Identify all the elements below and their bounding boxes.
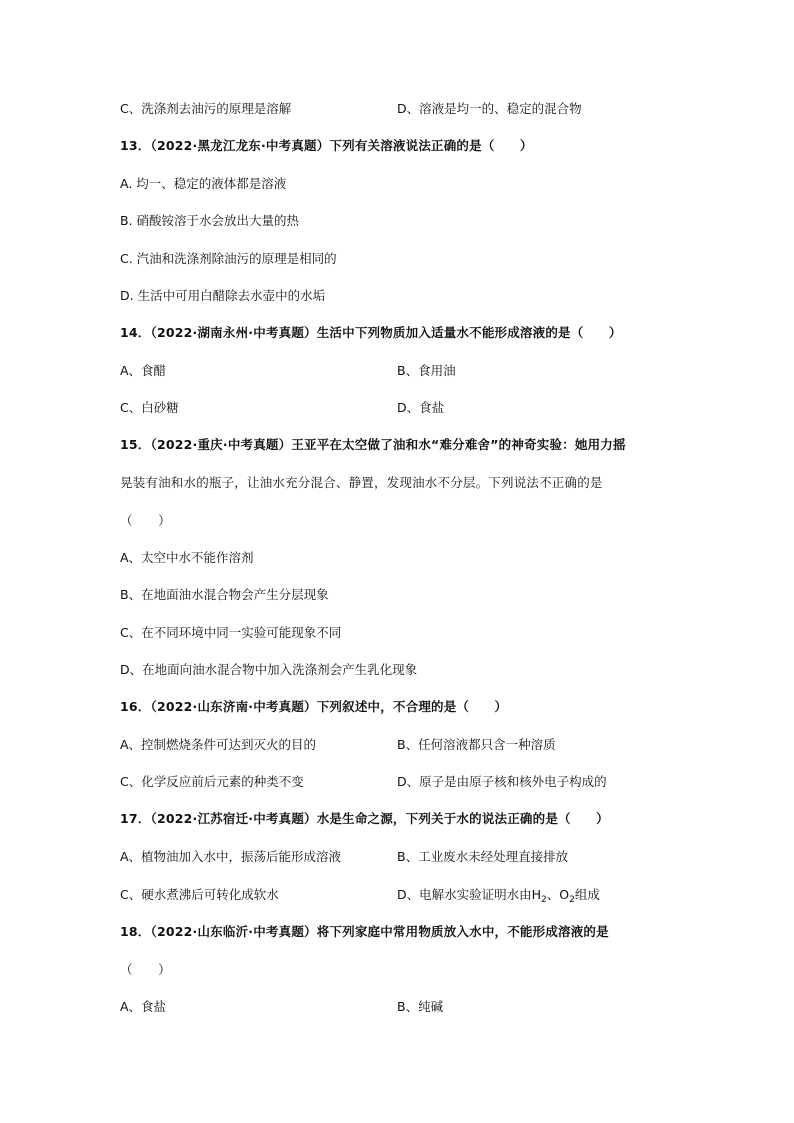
q15-option-b: B、在地面油水混合物会产生分层现象 [120, 587, 329, 602]
q12-option-c: C、洗涤剂去油污的原理是溶解 [120, 101, 292, 116]
q18-option-a: A、食盐 [120, 999, 167, 1014]
q13-option-a: A. 均一、稳定的液体都是溶液 [120, 176, 287, 191]
q14-option-c: C、白砂糖 [120, 400, 179, 415]
o2-subscript: 2 [569, 895, 575, 905]
question-18-stem-line1: 18．（2022·山东临沂·中考真题）将下列家庭中常用物质放入水中，不能形成溶液的是 [120, 924, 609, 939]
q16-option-d: D、原子是由原子核和核外电子构成的 [397, 774, 607, 789]
h2-subscript: 2 [541, 895, 547, 905]
q16-option-b: B、任何溶液都只含一种溶质 [397, 737, 556, 752]
question-18-stem-line2: （ ） [120, 962, 171, 977]
q17-option-b: B、工业废水未经处理直接排放 [397, 849, 569, 864]
question-16-stem: 16．（2022·山东济南·中考真题）下列叙述中，不合理的是（ ） [120, 699, 508, 714]
q16-option-a: A、控制燃烧条件可达到灭火的目的 [120, 737, 317, 752]
q17-option-c: C、硬水煮沸后可转化成软水 [120, 887, 279, 902]
q14-option-d: D、食盐 [397, 400, 445, 415]
question-15-stem-line3: （ ） [120, 513, 171, 528]
question-17-stem: 17．（2022·江苏宿迁·中考真题）水是生命之源，下列关于水的说法正确的是（ ） [120, 811, 609, 826]
q16-option-c: C、化学反应前后元素的种类不变 [120, 774, 304, 789]
q17-option-d-mid: 、O [546, 887, 570, 902]
q17-option-d-prefix: D、电解水实验证明水由H [397, 887, 542, 902]
question-15-stem-line2: 晃装有油和水的瓶子，让油水充分混合、静置，发现油水不分层。下列说法不正确的是 [120, 475, 603, 490]
question-13-stem: 13．（2022·黑龙江龙东·中考真题）下列有关溶液说法正确的是（ ） [120, 138, 533, 153]
question-15-stem-line1: 15．（2022·重庆·中考真题）王亚平在太空做了油和水“难分难舍”的神奇实验：她用力摇 [120, 437, 626, 452]
q13-option-d: D. 生活中可用白醋除去水壶中的水垢 [120, 288, 326, 303]
q15-option-a: A、太空中水不能作溶剂 [120, 550, 254, 565]
q14-option-b: B、食用油 [397, 363, 456, 378]
question-14-stem: 14．（2022·湖南永州·中考真题）生活中下列物质加入适量水不能形成溶液的是（ ） [120, 325, 622, 340]
q13-option-c: C. 汽油和洗涤剂除油污的原理是相同的 [120, 251, 337, 266]
q17-option-a: A、植物油加入水中，振荡后能形成溶液 [120, 849, 342, 864]
q17-option-d [397, 887, 600, 903]
q13-option-b: B. 硝酸铵溶于水会放出大量的热 [120, 213, 300, 228]
q17-option-d-suffix: 组成 [574, 887, 600, 902]
q15-option-d: D、在地面向油水混合物中加入洗涤剂会产生乳化现象 [120, 662, 418, 677]
q14-option-a: A、食醋 [120, 363, 167, 378]
q18-option-b: B、纯碱 [397, 999, 444, 1014]
q12-option-d: D、溶液是均一的、稳定的混合物 [397, 101, 582, 116]
q15-option-c: C、在不同环境中同一实验可能现象不同 [120, 625, 342, 640]
